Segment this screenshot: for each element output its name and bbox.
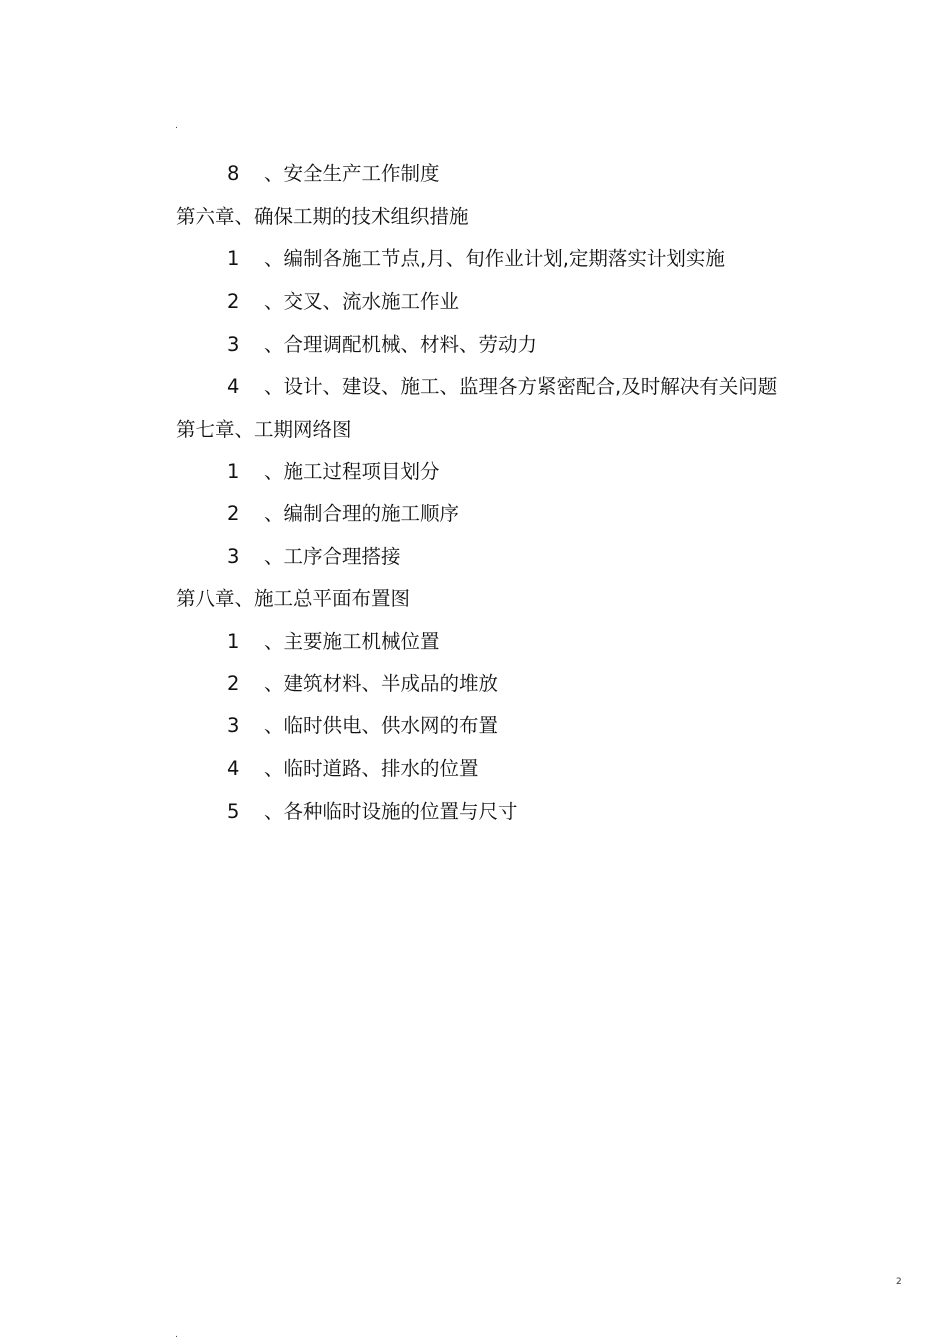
header-dot: . xyxy=(175,121,178,131)
toc-item-text: 、临时道路、排水的位置 xyxy=(264,757,479,780)
toc-item-number: 4 xyxy=(227,757,240,780)
toc-item-text: 、临时供电、供水网的布置 xyxy=(264,714,499,737)
toc-item-text: 、施工过程项目划分 xyxy=(264,460,440,483)
toc-item-text: 、安全生产工作制度 xyxy=(264,162,440,185)
toc-item-number: 1 xyxy=(227,247,240,270)
toc-item-number: 8 xyxy=(227,162,240,185)
toc-item-text: 、建筑材料、半成品的堆放 xyxy=(264,672,499,695)
toc-item-number: 1 xyxy=(227,630,240,653)
chapter-heading: 第七章、工期网络图 xyxy=(176,418,352,441)
toc-item-number: 4 xyxy=(227,375,240,398)
toc-item-text: 、合理调配机械、材料、劳动力 xyxy=(264,333,538,356)
toc-item-number: 2 xyxy=(227,672,240,695)
toc-item-number: 3 xyxy=(227,714,240,737)
page-number: 2 xyxy=(896,1277,902,1287)
toc-item-text: 、编制各施工节点,月、旬作业计划,定期落实计划实施 xyxy=(264,247,725,270)
toc-item-number: 5 xyxy=(227,800,240,823)
toc-item-number: 3 xyxy=(227,333,240,356)
chapter-heading: 第八章、施工总平面布置图 xyxy=(176,587,411,610)
toc-item-number: 3 xyxy=(227,545,240,568)
toc-item-number: 2 xyxy=(227,290,240,313)
toc-item-text: 、主要施工机械位置 xyxy=(264,630,440,653)
chapter-heading: 第六章、确保工期的技术组织措施 xyxy=(176,205,469,228)
toc-item-text: 、交叉、流水施工作业 xyxy=(264,290,460,313)
footer-dot: . xyxy=(175,1330,178,1340)
toc-item-text: 、设计、建设、施工、监理各方紧密配合,及时解决有关问题 xyxy=(264,375,778,398)
toc-item-text: 、各种临时设施的位置与尺寸 xyxy=(264,800,518,823)
toc-item-text: 、工序合理搭接 xyxy=(264,545,401,568)
toc-item-number: 2 xyxy=(227,502,240,525)
toc-item-text: 、编制合理的施工顺序 xyxy=(264,502,460,525)
toc-item-number: 1 xyxy=(227,460,240,483)
